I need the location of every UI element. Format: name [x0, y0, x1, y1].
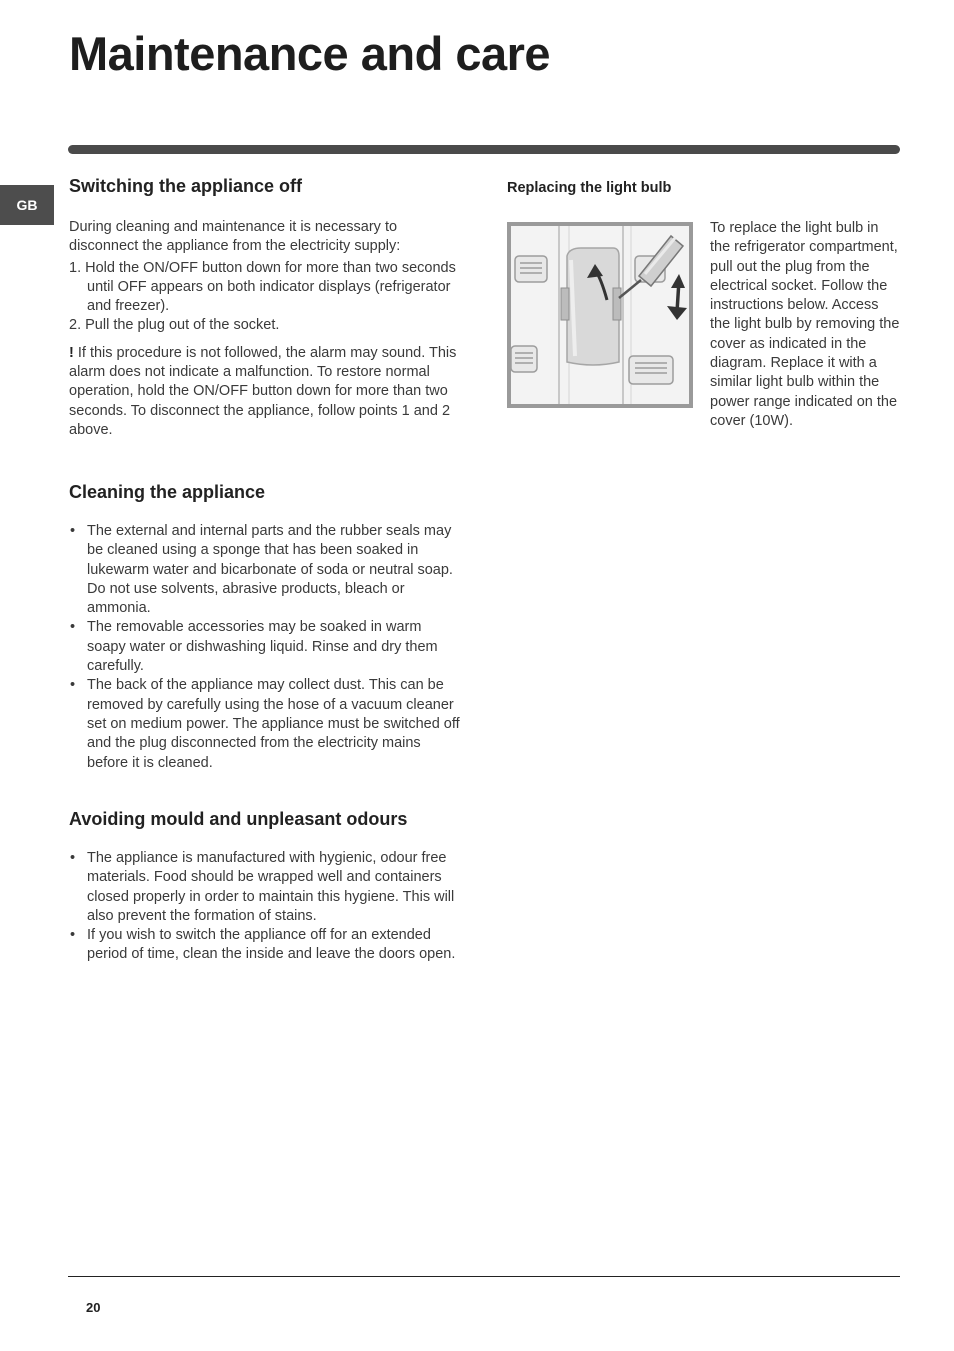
step-item: 1. Hold the ON/OFF button down for more than two seconds until OFF appears on both indicator displays (refrigerator and freezer).	[69, 259, 456, 315]
page-number: 20	[86, 1300, 101, 1315]
list-item: • The appliance is manufactured with hygienic, odour free materials. Food should be wrapped well and containers closed properly in order to maintain this hygiene. This will also prevent the formation of stains.	[69, 849, 464, 926]
switching-off-steps	[69, 259, 464, 336]
list-item: • If you wish to switch the appliance off for an extended period of time, clean the inside and leave the doors open.	[69, 926, 464, 965]
light-cover-illustration	[511, 226, 689, 404]
step-item: 2. Pull the plug out of the socket.	[69, 317, 280, 334]
light-bulb-heading: Replacing the light bulb	[507, 180, 672, 196]
list-item: • The back of the appliance may collect dust. This can be removed by carefully using the hose of a vacuum cleaner set on medium power. The appliance must be switched off and the plug disconnected from the electricity mains before it is cleaned.	[69, 676, 464, 772]
title-divider	[68, 145, 900, 154]
footer-divider	[68, 1276, 900, 1277]
light-bulb-section	[507, 219, 902, 431]
warning-mark: !	[69, 344, 74, 361]
switching-off-section	[69, 176, 464, 440]
mould-list	[69, 849, 464, 965]
page-title: Maintenance and care	[69, 27, 551, 80]
mould-heading: Avoiding mould and unpleasant odours	[69, 809, 408, 829]
cleaning-list	[69, 522, 464, 773]
list-item: • The removable accessories may be soaked in warm soapy water or dishwashing liquid. Rinse and dry them carefully.	[69, 618, 464, 676]
cleaning-section	[69, 482, 464, 773]
light-bulb-text: To replace the light bulb in the refrigerator compartment, pull out the plug from the electrical socket. Follow the instructions below. Access the light bulb by removing the cover as indicated in the diagram. Replace it with a similar light bulb within the power range indicated on the cover (10W).	[710, 220, 900, 429]
language-tab: GB	[0, 185, 54, 225]
switching-off-intro: During cleaning and maintenance it is necessary to disconnect the appliance from the electricity supply:	[69, 219, 401, 255]
switching-off-heading: Switching the appliance off	[69, 176, 303, 196]
cleaning-heading: Cleaning the appliance	[69, 482, 266, 502]
mould-section	[69, 809, 464, 965]
list-item: • The external and internal parts and the rubber seals may be cleaned using a sponge that has been soaked in lukewarm water and bicarbonate of soda or neutral soap. Do not use solvents, abrasive products, bleach or ammonia.	[69, 522, 464, 618]
warning-note	[69, 344, 464, 440]
right-column	[507, 180, 902, 431]
warning-text: If this procedure is not followed, the alarm may sound. This alarm does not indicate a malfunction. To restore normal operation, hold the ON/OFF button down for more than two seconds. To disconnect the appliance, follow points 1 and 2 above.	[69, 344, 457, 438]
light-bulb-diagram	[507, 222, 693, 408]
